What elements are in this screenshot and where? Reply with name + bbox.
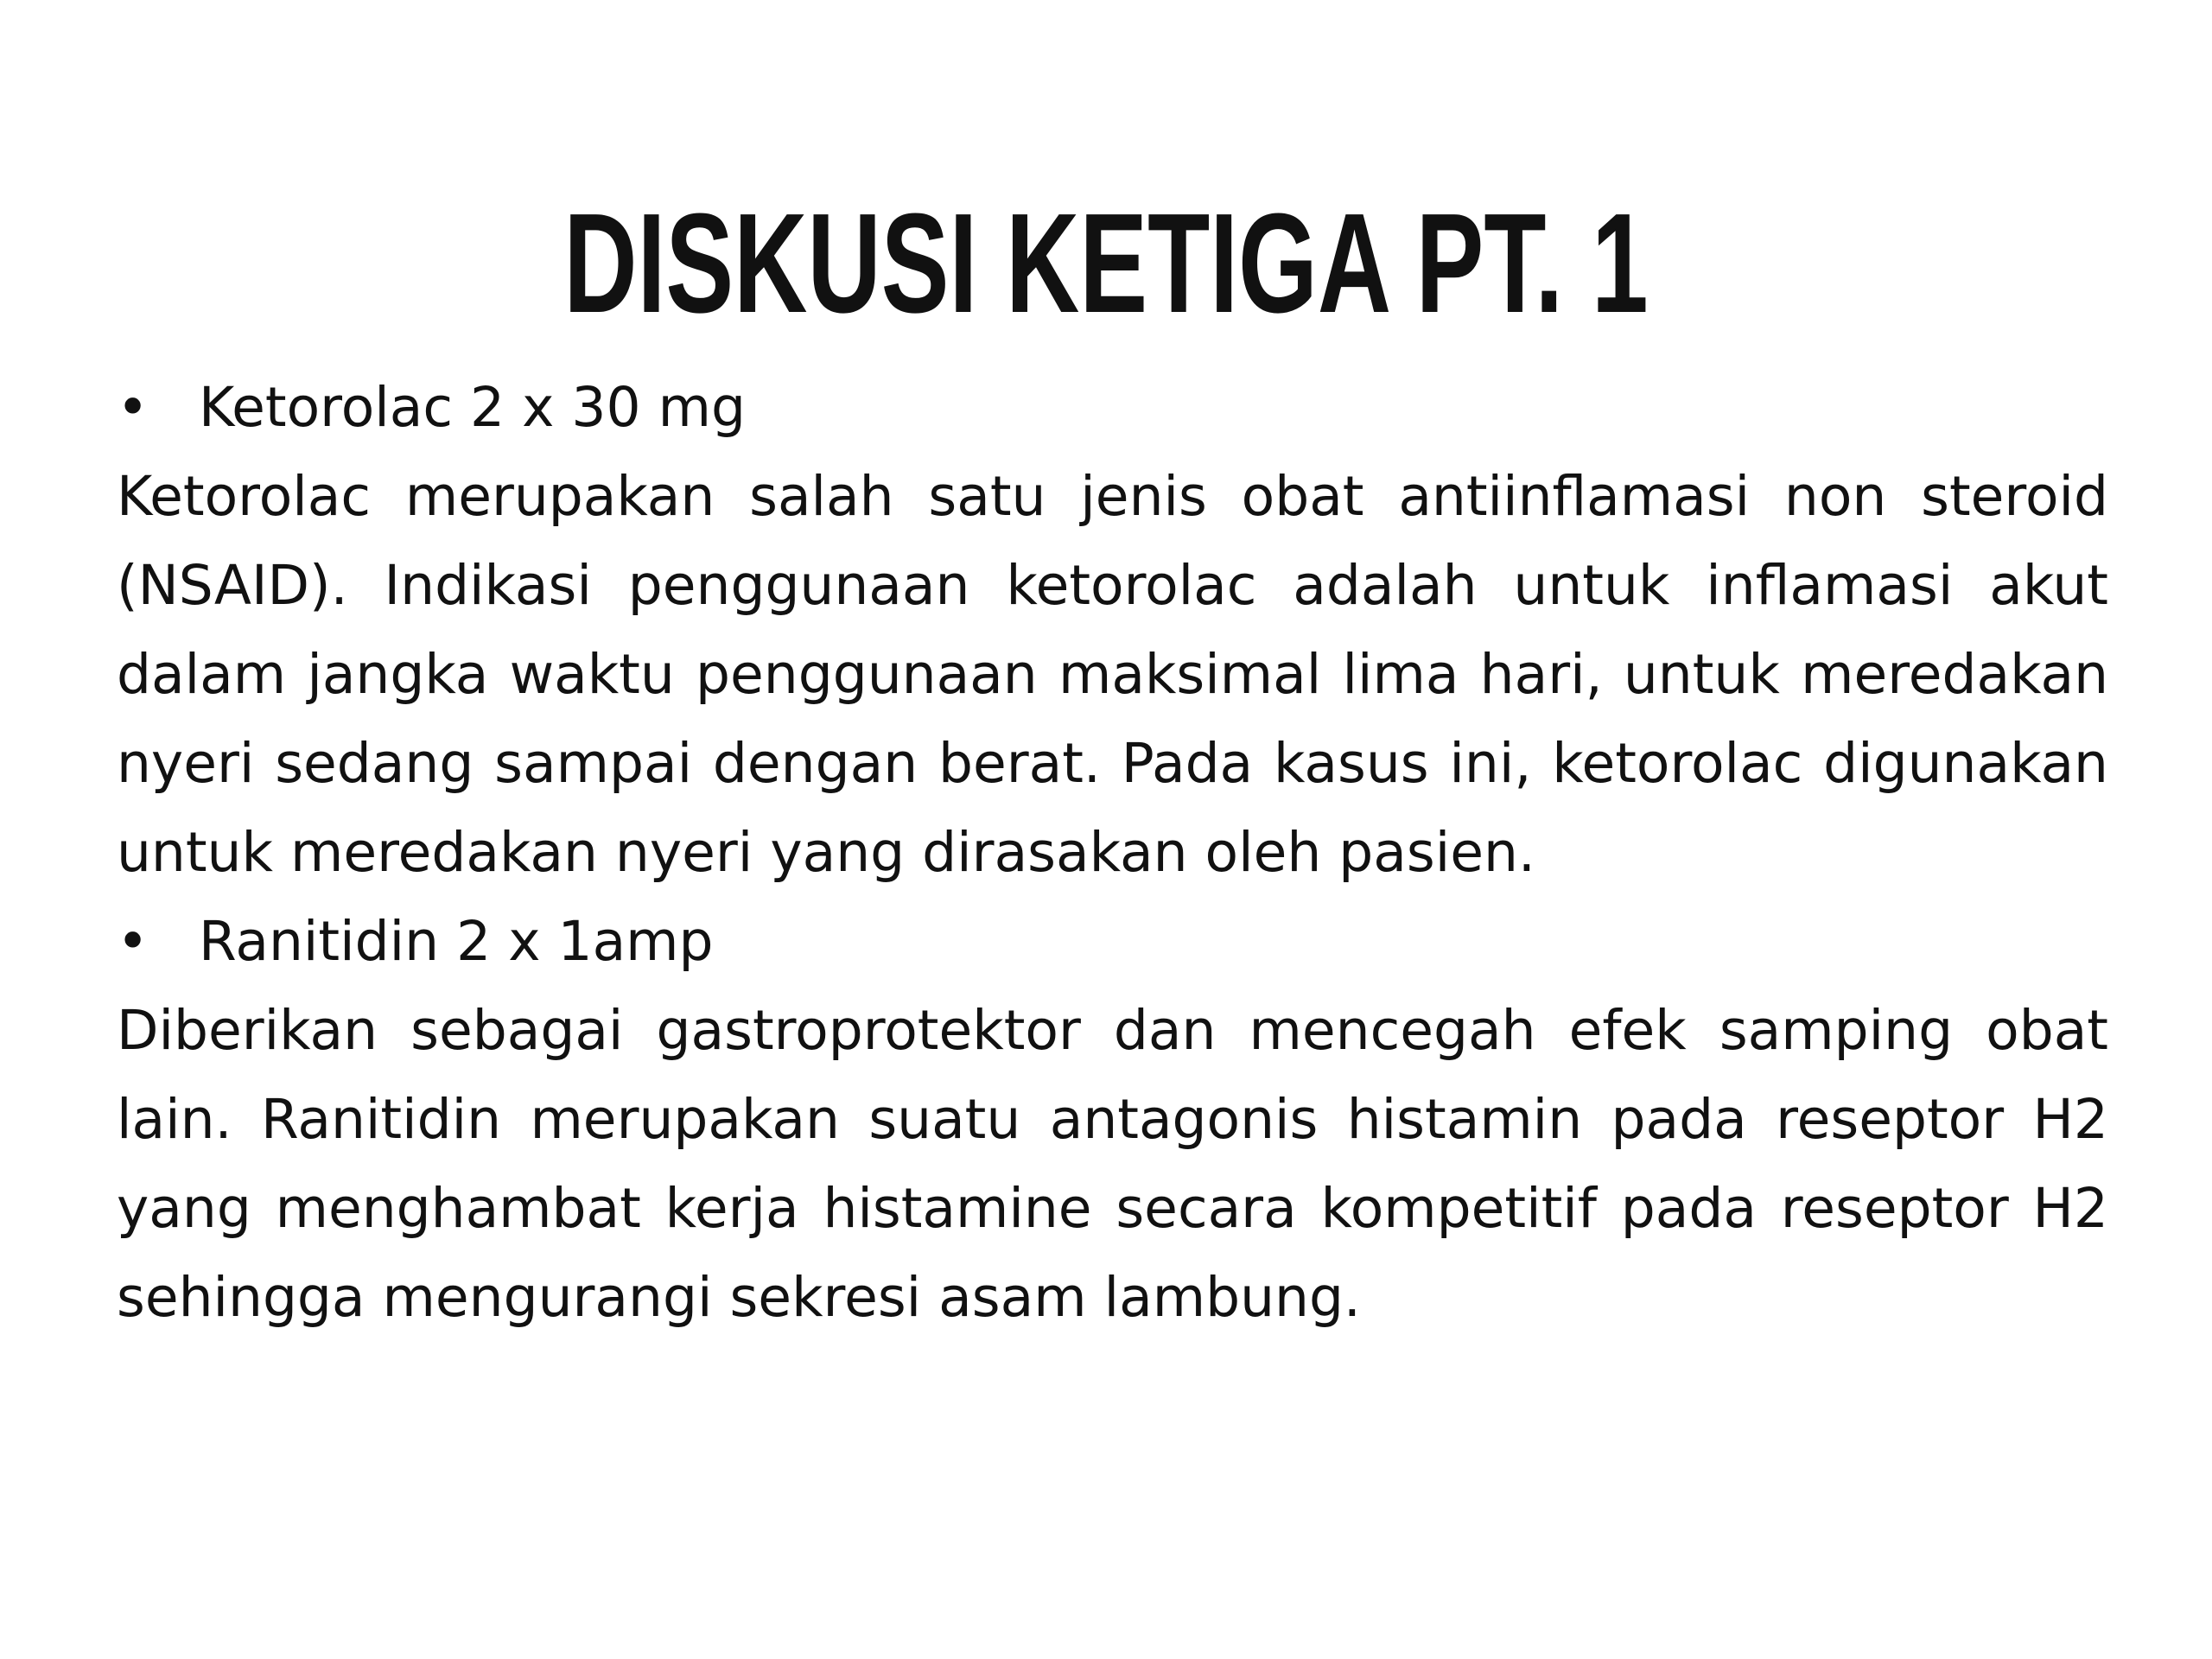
bullet-text: Ketorolac 2 x 30 mg — [199, 376, 746, 439]
bullet-dot-icon: • — [117, 910, 149, 973]
slide-content — [117, 363, 2108, 1342]
paragraph-ranitidin: Diberikan sebagai gastroprotektor dan mencegah efek samping obat lain. Ranitidin merupakan suatu antagonis histamin pada reseptor H2 yang menghambat kerja histamine secara kompetitif pada reseptor H2 sehingga mengurangi sekresi asam lambung. — [117, 999, 2108, 1329]
bullet-text: Ranitidin 2 x 1amp — [199, 910, 714, 973]
bullet-item-ranitidin — [117, 897, 2108, 986]
bullet-dot-icon: • — [117, 376, 149, 439]
bullet-item-ketorolac — [117, 363, 2108, 452]
slide-title: DISKUSI KETIGA PT. 1 — [563, 184, 1649, 342]
paragraph-ketorolac: Ketorolac merupakan salah satu jenis obat antiinflamasi non steroid (NSAID). Indikasi penggunaan ketorolac adalah untuk inflamasi akut dalam jangka waktu penggunaan maksimal lima hari, untuk meredakan nyeri sedang sampai dengan berat. Pada kasus ini, ketorolac digunakan untuk meredakan nyeri yang dirasakan oleh pasien. — [117, 465, 2108, 884]
